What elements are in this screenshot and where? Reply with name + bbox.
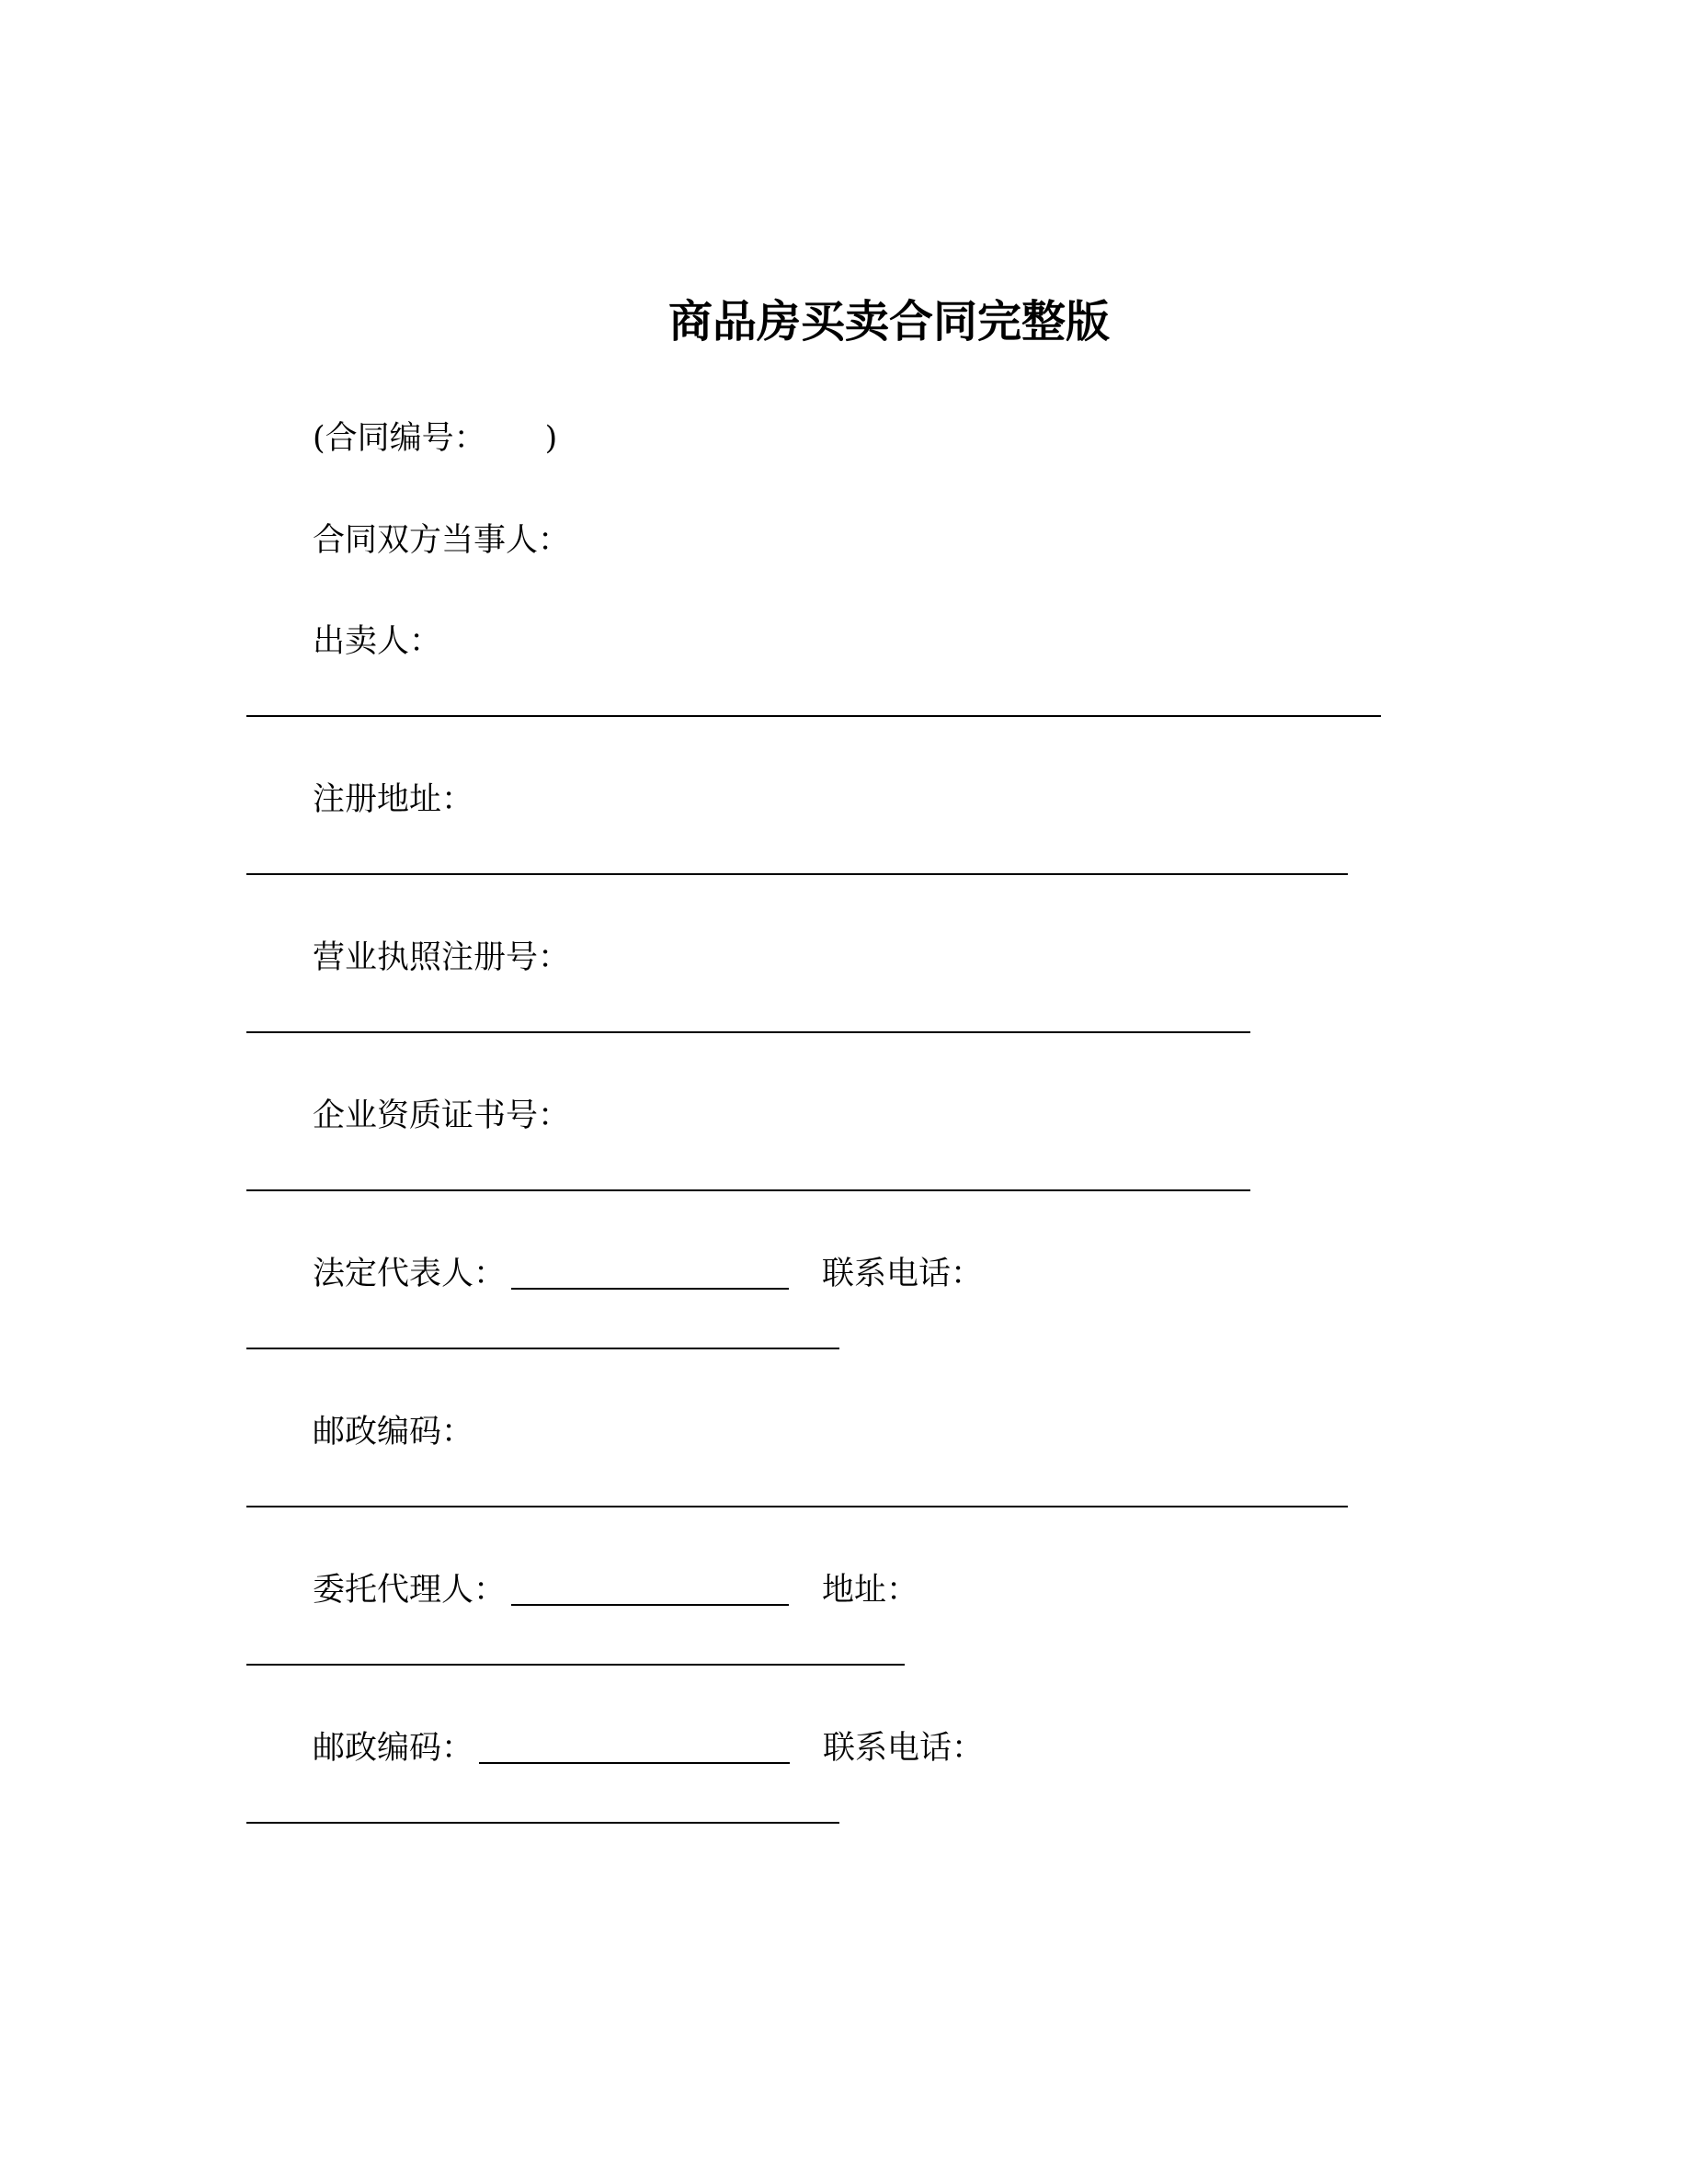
address-label: 地址：	[822, 1572, 919, 1609]
qualification-cert-fill-line	[246, 1189, 1250, 1191]
postal-code-label-1: 邮政编码：	[313, 1414, 474, 1450]
postal-phone-line	[313, 1725, 984, 1771]
parties-heading: 合同双方当事人：	[313, 522, 571, 559]
registered-address-fill-line	[246, 873, 1348, 875]
address-fill-line	[246, 1664, 905, 1666]
seller-fill-line	[246, 715, 1381, 717]
phone-label-2: 联系电话：	[823, 1730, 985, 1767]
legal-rep-line	[313, 1251, 983, 1297]
phone-1-fill-line	[246, 1348, 839, 1349]
registered-address-label: 注册地址：	[313, 781, 474, 818]
legal-rep-fill-line	[511, 1288, 789, 1290]
qualification-cert-label: 企业资质证书号：	[313, 1098, 571, 1134]
agent-fill-line	[511, 1604, 789, 1606]
agent-label: 委托代理人：	[313, 1572, 507, 1609]
postal-code-label-2: 邮政编码：	[313, 1730, 474, 1767]
contract-number-label: (合同编号：	[313, 420, 486, 457]
seller-label: 出卖人：	[313, 623, 442, 660]
document-title: 商品房买卖合同完整版	[667, 296, 1110, 347]
legal-rep-label: 法定代表人：	[313, 1256, 507, 1292]
contract-number-line	[313, 415, 557, 461]
postal-code-1-fill-line	[246, 1506, 1348, 1507]
contract-number-close: )	[544, 420, 558, 457]
phone-2-fill-line	[246, 1822, 839, 1824]
postal-code-2-fill-line	[479, 1762, 790, 1764]
phone-label-1: 联系电话：	[822, 1256, 984, 1292]
business-license-fill-line	[246, 1031, 1250, 1033]
business-license-label: 营业执照注册号：	[313, 939, 571, 976]
agent-line	[313, 1567, 918, 1613]
